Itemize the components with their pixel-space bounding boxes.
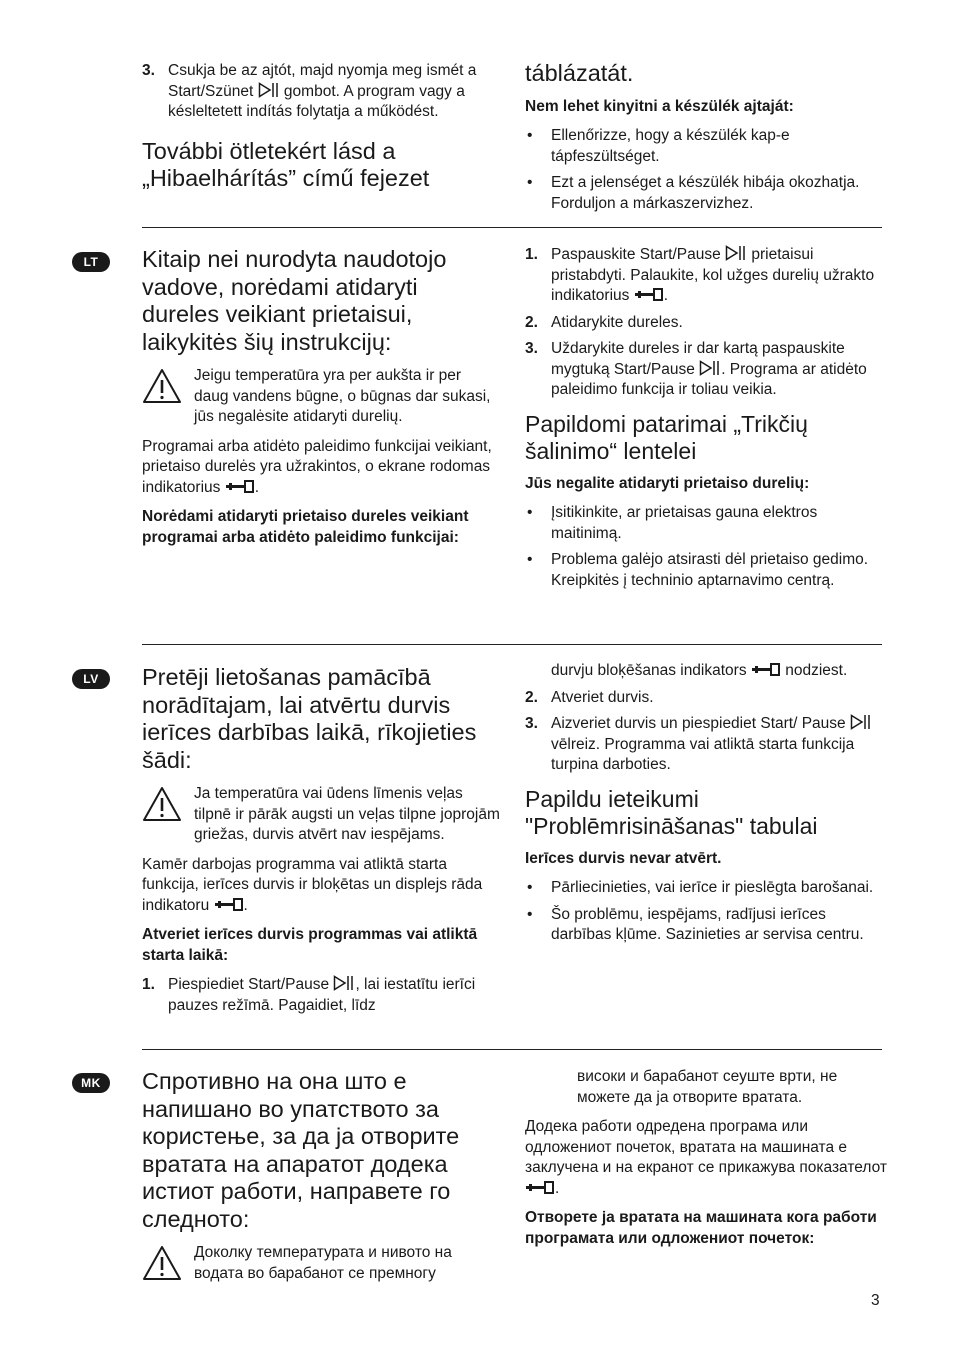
step-text: . Programa ar atidėto paleidimo funkcija ir toliau veikia. — [551, 360, 867, 398]
paragraph-text: Додека работи одредена програма или одложениот почеток, вратата на машината е заклучена и на екранот се прикажува показателот — [525, 1118, 887, 1176]
section-divider — [142, 644, 882, 645]
step-text: Piespiediet Start/Pause — [168, 976, 330, 993]
lv-step-1-continued — [525, 661, 885, 682]
hu-heading-part2: táblázatát. — [525, 60, 634, 86]
hu-step-3 — [142, 61, 482, 123]
step-text: Atveriet durvis. — [551, 688, 654, 706]
step-number: 3. — [142, 62, 155, 79]
warning-text: Ja temperatūra vai ūdens līmenis veļas tilpnē ir pārāk augsti un veļas tilpne joprojām griežas, durvis atvērt nav iespējams. — [194, 785, 500, 843]
warning-triangle-icon — [142, 368, 182, 404]
step-text: . — [663, 287, 669, 304]
lt-bold-intro: Norėdami atidaryti prietaiso dureles veikiant programai arba atidėto paleidimo funkcijai: — [142, 508, 469, 546]
lt-paragraph — [142, 437, 492, 499]
bullet-text: Ezt a jelenséget a készülék hibája okozhatja. Forduljon a márkaszervizhez. — [551, 174, 860, 212]
mk-left-column — [142, 1068, 492, 1284]
hu-bullet: • Ezt a jelenséget a készülék hibája okozhatja. Forduljon a márkaszervizhez. — [527, 174, 860, 212]
step-text: Csukja be az ajtót, majd nyomja meg ismét a Start/Szünet — [168, 62, 477, 100]
lv-step-1 — [142, 975, 504, 1016]
bullet-text: Ellenőrizze, hogy a készülék kap-e tápfeszültséget. — [551, 127, 790, 165]
language-badge-lv: LV — [72, 669, 110, 689]
paragraph-text: . — [243, 896, 248, 914]
lt-step-1 — [525, 245, 885, 307]
start-pause-icon — [333, 975, 355, 991]
section-divider — [142, 1049, 882, 1050]
mk-bold-intro: Отворете ја вратата на машината кога работи програмата или одложениот почеток: — [525, 1209, 877, 1247]
lt-bullet: • Problema galėjo atsirasti dėl prietaiso gedimo. Kreipkitės į techninio aptarnavimo centrą. — [527, 551, 869, 589]
paragraph-text: Kamēr darbojas programma vai atliktā starta funkcija, ierīces durvis ir bloķētas un displejs rāda indikatoru — [142, 855, 483, 914]
step-text: vēlreiz. Programma vai atliktā starta funkcija turpina darboties. — [551, 735, 855, 773]
mk-right-column — [525, 1067, 887, 1249]
lv-tips-heading: Papildu ieteikumi "Problēmrisināšanas" tabulai — [525, 785, 818, 839]
step-number: 1. — [525, 246, 538, 263]
lt-step-2 — [525, 313, 885, 334]
paragraph-text: . — [555, 1179, 560, 1197]
door-lock-indicator-icon — [525, 1181, 555, 1194]
bullet-text: Įsitikinkite, ar prietaisas gauna elektros maitinimą. — [551, 504, 818, 542]
step-text: Aizveriet durvis un piespiediet Start/ Pause — [551, 715, 846, 732]
step-text: Paspauskite Start/Pause — [551, 246, 721, 263]
lv-warning — [142, 784, 504, 846]
mk-paragraph — [525, 1117, 887, 1199]
mk-warning-continued: високи и барабанот сеуште врти, не можете да ја отворите вратата. — [577, 1068, 838, 1106]
lv-bold-intro: Atveriet ierīces durvis programmas vai atliktā starta laikā: — [142, 926, 478, 964]
bullet-text: Pārliecinieties, vai ierīce ir pieslēgta barošanai. — [551, 879, 874, 896]
lv-bullet: • Šo problēmu, iespējams, radījusi ierīces darbības kļūme. Sazinieties ar servisa centru. — [527, 905, 864, 943]
hu-right-column — [525, 60, 885, 214]
start-pause-icon — [258, 82, 280, 98]
language-badge-lt: LT — [72, 252, 110, 272]
lv-cannot-open: Ierīces durvis nevar atvērt. — [525, 849, 722, 867]
warning-text: Jeigu temperatūra yra per aukšta ir per daug vandens būgne, o būgnas dar sukasi, jūs negalėsite atidaryti durelių. — [194, 367, 491, 425]
hu-cannot-open: Nem lehet kinyitni a készülék ajtaját: — [525, 97, 794, 115]
lv-paragraph — [142, 855, 504, 917]
lt-tips-heading: Papildomi patarimai „Trikčių šalinimo“ lentelei — [525, 410, 808, 464]
warning-text: Доколку температурата и нивото на водата во барабанот се премногу — [194, 1244, 452, 1282]
bullet-text: Šo problēmu, iespējams, radījusi ierīces darbības kļūme. Sazinieties ar servisa centru. — [551, 905, 864, 943]
hu-left-column — [142, 61, 482, 193]
hu-heading-part1: További ötletekért lásd a „Hibaelhárítás” című fejezet — [142, 137, 430, 191]
lt-cannot-open: Jūs negalite atidaryti prietaiso durelių: — [525, 474, 810, 492]
lv-bullet: • Pārliecinieties, vai ierīce ir pieslēgta barošanai. — [527, 879, 874, 896]
step-number: 3. — [525, 340, 538, 357]
start-pause-icon — [699, 360, 721, 376]
paragraph-text: . — [254, 478, 260, 496]
warning-triangle-icon — [142, 1245, 182, 1281]
door-lock-indicator-icon — [751, 663, 781, 676]
page-number: 3 — [871, 1292, 880, 1309]
mk-warning — [142, 1243, 492, 1284]
hu-bullet: • Ellenőrizze, hogy a készülék kap-e tápfeszültséget. — [527, 127, 790, 165]
step-text: gombot. A program vagy a késleltetett indítás folytatja a működést. — [168, 82, 465, 120]
step-number: 2. — [525, 688, 538, 706]
step-text: Uždarykite dureles ir dar kartą paspauskite mygtuką Start/Pause — [551, 340, 845, 378]
mk-heading: Спротивно на она што е напишано во упатството за користење, за да ја отворите вратата на апаратот додека истиот работи, направете го следното: — [142, 1068, 460, 1232]
start-pause-icon — [725, 245, 747, 261]
lv-heading: Pretēji lietošanas pamācībā norādītajam, lai atvērtu durvis ierīces darbības laikā, rīkojieties šādi: — [142, 664, 477, 773]
door-lock-indicator-icon — [214, 898, 244, 911]
step-text: prietaisui pristabdyti. Palaukite, kol užges durelių užrakto indikatorius — [551, 246, 875, 304]
lv-step-2 — [525, 688, 885, 709]
lv-right-column — [525, 661, 885, 946]
step-number: 3. — [525, 715, 538, 732]
language-badge-mk: MK — [72, 1073, 110, 1093]
step-number: 2. — [525, 313, 538, 331]
bullet-text: Problema galėjo atsirasti dėl prietaiso gedimo. Kreipkitės į techninio aptarnavimo centrą. — [551, 551, 869, 589]
start-pause-icon — [850, 714, 872, 730]
step-text: Atidarykite dureles. — [551, 313, 683, 331]
warning-triangle-icon — [142, 786, 182, 822]
step-text: nodziest. — [785, 662, 848, 679]
lt-step-3 — [525, 339, 885, 401]
lv-left-column — [142, 664, 504, 1016]
paragraph-text: Programai arba atidėto paleidimo funkcijai veikiant, prietaiso durelės yra užrakintos, o ekrane rodomas indikatorius — [142, 437, 492, 496]
door-lock-indicator-icon — [634, 288, 664, 301]
lt-bullet: • Įsitikinkite, ar prietaisas gauna elektros maitinimą. — [527, 504, 818, 542]
lv-step-3 — [525, 714, 885, 776]
section-divider — [142, 227, 882, 228]
door-lock-indicator-icon — [225, 480, 255, 493]
lt-warning — [142, 366, 492, 428]
lt-right-column — [525, 245, 885, 591]
step-text: , lai iestatītu ierīci pauzes režīmā. Pagaidiet, līdz — [168, 976, 476, 1014]
lt-heading: Kitaip nei nurodyta naudotojo vadove, norėdami atidaryti dureles veikiant prietaisui, laikykitės šių instrukcijų: — [142, 246, 447, 355]
step-text: durvju bloķēšanas indikators — [551, 662, 747, 679]
step-number: 1. — [142, 976, 155, 993]
lt-left-column — [142, 246, 492, 548]
